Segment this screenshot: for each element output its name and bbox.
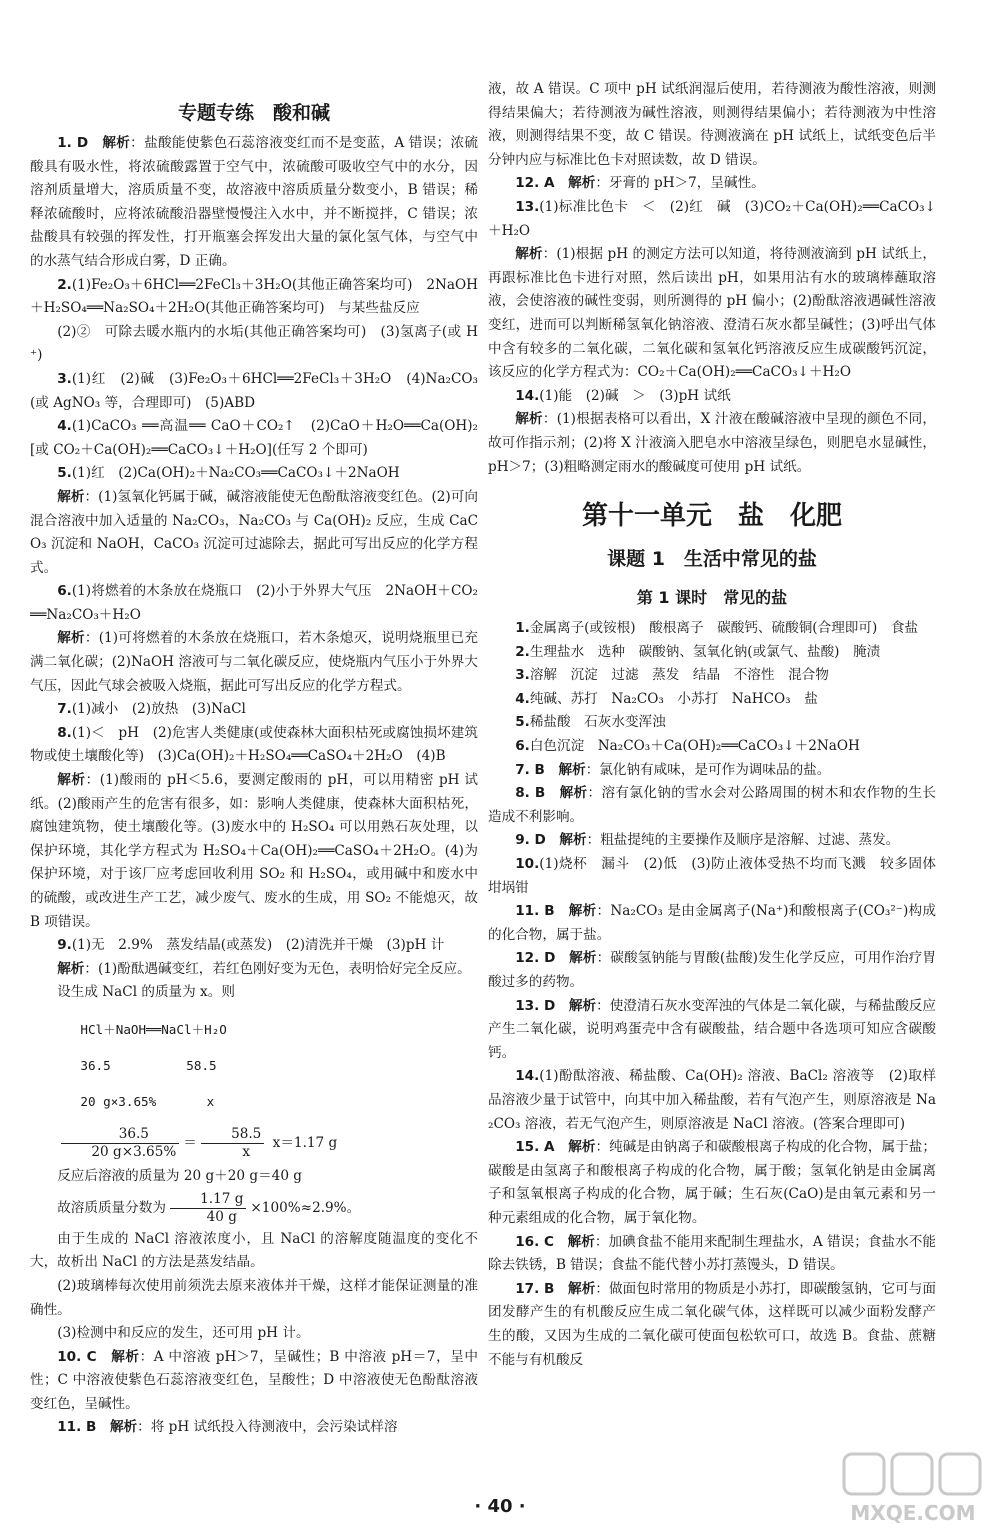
answer-paragraph [30,462,478,486]
answer-paragraph [30,934,478,958]
answer-label: 9. [57,937,72,954]
answer-label: 15. A 解析 [515,1139,596,1156]
answer-label: 2. [515,643,530,660]
answer-paragraph [30,627,478,698]
answer-text: ：做面包时常用的物质是小苏打，即碳酸氢钠，它可与面团发酵产生的有机酸反应生成二氧化碳气体，这样既可以减少面粉发酵产生的酸，又因为生成的二氧化碳可使面包松软可口，故选 B。食盐、蔗糖不能与有机酸反 [488,1280,936,1368]
answer-label: 16. C 解析 [515,1233,595,1250]
answer-label: 17. B 解析 [515,1280,596,1297]
calc-fraction-line [30,1191,478,1226]
answer-label: 解析 [515,246,543,263]
answer-text: (1)将燃着的木条放在烧瓶口 (2)小于外界大气压 2NaOH＋CO₂══Na₂CO₃＋H₂O [30,583,478,623]
period-title: 第 1 课时 常见的盐 [636,588,788,608]
answer-text: (1)能 (2)碱 ＞ (3)pH 试纸 [539,387,731,404]
answer-text: ：氯化钠有咸味，是可作为调味品的盐。 [585,761,831,778]
answer-text: ：将 pH 试纸投入待测液中，会污染试样溶 [137,1419,398,1436]
answer-label: 11. B 解析 [57,1419,138,1436]
answer-text: (1)标准比色卡 ＜ (2)红 碱 (3)CO₂＋Ca(OH)₂══CaCO₃↓＋H₂O [488,198,936,239]
answer-label: 5. [57,465,72,482]
answer-label: 解析 [57,488,85,505]
answer-paragraph [30,698,478,722]
calc-value-row: 20 g×3.65% x [80,1093,215,1109]
answer-paragraph [30,1275,478,1322]
answer-label: 3. [515,667,530,684]
answer-label: 8. B 解析 [515,785,588,802]
answer-label: 6. [515,738,530,755]
answer-label: 1. D 解析 [57,135,131,151]
answer-text: 溶解 沉淀 过滤 蒸发 结晶 不溶性 混合物 [529,667,829,684]
right-answer-list [488,78,936,479]
answer-text: (1)酚酞溶液、稀盐酸、Ca(OH)₂ 溶液、BaCl₂ 溶液等 (2)取样品溶液少量于试管中，向其中加入稀盐酸，若有气泡产生，则原溶液是 Na₂CO₃ 溶液，若无气泡产生，则原溶液是 NaCl 溶液。(答案合理即可) [488,1068,936,1132]
answer-label: 解析 [57,960,85,977]
calc-equation: HCl＋NaOH══NaCl＋H₂O [80,1021,227,1037]
answer-paragraph [488,172,936,196]
fraction-denominator: 40 g [206,1208,237,1225]
answer-label: 解析 [515,411,543,428]
answer-text: ：(1)氢氧化钙属于碱，碱溶液能使无色酚酞溶液变红色。(2)可向混合溶液中加入适量的 Na₂CO₃，Na₂CO₃ 与 Ca(OH)₂ 反应，生成 CaCO₃ 沉淀和 NaOH，CaCO₃ 沉淀可过滤除去，据此可写出反应的化学方程式。 [30,488,479,576]
answer-text: (1)减小 (2)放热 (3)NaCl [71,701,246,718]
answer-text: ：A 中溶液 pH＞7，呈碱性；B 中溶液 pH＝7，呈中性；C 中溶液使紫色石蕊溶液变红色，呈酸性；D 中溶液使无色酚酞溶液变红色，呈碱性。 [30,1348,478,1412]
answer-text: (2)玻璃棒每次使用前须洗去原来液体并干燥，这样才能保证测量的准确性。 [30,1277,478,1318]
answer-paragraph [30,415,478,462]
answer-text: ：(1)可将燃着的木条放在烧瓶口，若木条熄灭，说明烧瓶里已充满二氧化碳；(2)NaOH 溶液可与二氧化碳反应，使烧瓶内气压小于外界大气压，因此气球会被吸入烧瓶，据此可写出反应的化学方程式。 [30,630,478,694]
answer-paragraph [488,641,936,665]
answer-paragraph [30,722,478,769]
answer-paragraph [30,1228,478,1275]
left-answer-list [30,132,478,981]
calc-mass-row: 36.5 58.5 [80,1057,217,1073]
answer-text: 稀盐酸 石灰水变浑浊 [529,714,666,731]
answer-text: (1)红 (2)Ca(OH)₂＋Na₂CO₃══CaCO₃↓＋2NaOH [71,465,400,482]
answer-paragraph [488,243,936,385]
answer-text: 液，故 A 错误。C 项中 pH 试纸润湿后使用，若待测液为酸性溶液，则测得结果偏大；若待测液为碱性溶液，则测得结果偏小；若待测液为中性溶液，则测得结果不变，故 C 错误。待测液滴在 pH 试纸上，试纸变色后半分钟内应与标准比色卡对照读数，故 D 错误。 [488,81,936,168]
answer-paragraph [488,782,936,829]
answer-label: 7. [57,701,72,718]
answer-label: 6. [57,583,72,600]
answer-paragraph [488,735,936,759]
answer-paragraph [30,580,478,627]
fraction [201,1126,264,1161]
answer-label: 7. B 解析 [515,761,586,778]
answer-label: 11. B 解析 [515,903,597,920]
answer-paragraph [488,900,936,947]
answer-label: 解析 [57,772,86,789]
answer-paragraph [30,321,478,368]
fraction-numerator: 58.5 [201,1126,264,1144]
watermark-logo [838,1448,988,1528]
answer-text: (3)检测中和反应的发生，还可用 pH 计。 [57,1325,310,1342]
fraction [170,1191,246,1226]
answer-paragraph [488,385,936,409]
answer-paragraph [488,1065,936,1136]
answer-label: 2. [57,276,72,293]
fraction-denominator: x [242,1144,251,1161]
answer-text: (1)红 (2)碱 (3)Fe₂O₃＋6HCl══2FeCl₃＋3H₂O (4)Na₂CO₃(或 AgNO₃ 等，合理即可) (5)ABD [30,370,478,411]
calc-proportion: $\frac{36.5}{20 g\times 3.65\%}$ ＝ $\frac{58.5}{x}$ x＝1.17 g [30,1126,478,1161]
answer-label: 10. C 解析 [57,1348,140,1365]
answer-paragraph [30,1322,478,1346]
answer-paragraph [30,958,478,982]
answer-text: (2)② 可除去暖水瓶内的水垢(其他正确答案均可) (3)氢离子(或 H⁺) [30,323,478,364]
answer-text: ：(1)根据表格可以看出，X 汁液在酸碱溶液中呈现的颜色不同，故可作指示剂；(2)将 X 汁液滴入肥皂水中溶液呈绿色，则肥皂水显碱性，pH＞7；(3)粗略测定雨水的酸碱度可使用 pH 试纸。 [488,411,936,475]
answer-paragraph [30,486,478,580]
answer-label: 14. [515,387,540,404]
answer-text: 由于生成的 NaCl 溶液浓度小，且 NaCl 的溶解度随温度的变化不大，故析出 NaCl 的方法是蒸发结晶。 [30,1230,478,1271]
answer-paragraph [488,711,936,735]
answer-paragraph [488,688,936,712]
answer-label: 14. [515,1068,540,1085]
answer-paragraph [488,1278,936,1372]
answer-label: 1. [515,620,530,637]
fraction-numerator: 36.5 [61,1126,179,1144]
answer-text: (1)烧杯 漏斗 (2)低 (3)防止液体受热不均而飞溅 较多固体 坩埚钳 [488,856,950,896]
answer-label: 12. D 解析 [515,950,597,967]
answer-label: 13. [515,198,540,215]
answer-text: (1)＜ pH (2)危害人类健康(或使森林大面积枯死或腐蚀损坏建筑物或使土壤酸化等) (3)Ca(OH)₂＋H₂SO₄══CaSO₄＋2H₂O (4)B [30,724,478,765]
answer-text: (1)无 2.9% 蒸发结晶(或蒸发) (2)清洗并干燥 (3)pH 计 [71,937,445,954]
lesson-answer-list [488,617,950,1372]
fraction [61,1126,179,1161]
answer-paragraph [488,1136,936,1230]
fraction-denominator: 20 g×3.65% [91,1144,177,1161]
answer-text: ：(1)根据 pH 的测定方法可以知道，将待测液滴到 pH 试纸上，再跟标准比色卡进行对照，然后读出 pH，如果用沾有水的玻璃棒蘸取溶液，会使溶液的碱性变弱，则所测得的 pH 偏小；(2)酚酞溶液遇碱性溶液变红，进而可以判断稀氢氧化钠溶液、澄清石灰水都呈碱性；(3)呼出气体中含有较多的二氧化碳，二氧化碳和氢氧化钙溶液反应生成碳酸钙沉淀，该反应的化学方程式为：CO₂＋Ca(OH)₂══CaCO₃↓＋H₂O [488,246,937,381]
answer-label: 13. D 解析 [515,997,597,1014]
answer-paragraph [488,947,936,994]
calc-solution-mass: 反应后溶液的质量为 20 g＋20 g＝40 g [57,1168,303,1185]
answer-text: 金属离子(或铵根) 酸根离子 碳酸钙、硫酸铜(合理即可) 食盐 [529,620,919,637]
answer-paragraph [488,829,936,853]
answer-text: (1)CaCO₃ ══高温══ CaO＋CO₂↑ (2)CaO＋H₂O══Ca(OH)₂[或 CO₂＋Ca(OH)₂══CaCO₃↓＋H₂O](任写 2 个即可) [30,418,478,458]
answer-paragraph [488,664,936,688]
answer-paragraph [30,1346,478,1417]
answer-text: ：加碘食盐不能用来配制生理盐水，A 错误；食盐水不能除去铁锈，B 错误；食盐不能代替小苏打蒸馒头，D 错误。 [488,1233,936,1274]
answer-text: ：盐酸能使紫色石蕊溶液变红而不是变蓝，A 错误；浓硫酸具有吸水性，将浓硫酸露置于空气中，浓硫酸可吸收空气中的水分，因溶剂质量增大，溶质质量不变，故溶液中溶质质量分数变小，B 错误；稀释浓硫酸时，应将浓硫酸沿器壁慢慢注入水中，并不断搅拌，C 错误；浓盐酸具有较强的挥发性，打开瓶塞会挥发出大量的氯化氢气体，与空气中的水蒸气结合形成白雾，D 正确。 [30,135,479,269]
answer-label: 8. [57,724,72,741]
answer-label: 4. [57,418,72,435]
page-number: · 40 · [474,1496,526,1517]
answer-label: 9. D 解析 [515,832,587,849]
answer-paragraph [488,78,936,172]
answer-label: 3. [57,370,72,387]
svg-text:MXQE.COM: MXQE.COM [850,1501,976,1525]
answer-paragraph [488,617,936,641]
answer-text: 白色沉淀 Na₂CO₃＋Ca(OH)₂══CaCO₃↓＋2NaOH [529,738,860,755]
answer-text: ：粗盐提纯的主要操作及顺序是溶解、过滤、蒸发。 [586,832,900,849]
answer-label: 12. A 解析 [515,175,596,192]
answer-paragraph [30,132,478,274]
fraction-numerator: 1.17 g [170,1191,246,1209]
calculation-block [30,981,478,1225]
calc-fraction-prefix: 故溶质质量分数为 [57,1199,166,1216]
calc-setup: 设生成 NaCl 的质量为 x。则 [57,984,235,1001]
answer-paragraph [488,759,936,783]
answer-text: 生理盐水 选种 碳酸钠、氢氧化钠(或氯气、盐酸) 腌渍 [529,643,881,660]
calc-fraction-suffix: ×100%≈2.9%。 [250,1199,361,1216]
answer-paragraph [30,1416,478,1440]
answer-paragraph [488,196,936,243]
answer-label: 解析 [57,630,85,647]
left-column [30,96,478,1440]
answer-text: ：牙膏的 pH＞7，呈碱性。 [595,175,765,192]
answer-text: (1)Fe₂O₃＋6HCl══2FeCl₃＋3H₂O(其他正确答案均可) 2NaOH＋H₂SO₄══Na₂SO₄＋2H₂O(其他正确答案均可) 与某些盐反应 [30,276,478,317]
answer-text: ：使澄清石灰水变浑浊的气体是二氧化碳，与稀盐酸反应产生二氧化碳，说明鸡蛋壳中含有碳酸盐，结合题中各选项可知应含碳酸钙。 [488,997,937,1061]
answer-label: 5. [515,714,530,731]
answer-paragraph [488,408,936,479]
answer-paragraph [30,368,478,415]
answer-text: ：Na₂CO₃ 是由金属离子(Na⁺)和酸根离子(CO₃²⁻)构成的化合物，属于盐。 [488,903,936,943]
right-column [488,78,950,1372]
answer-text: ：溶有氯化钠的雪水会对公路周围的树木和农作物的生长造成不利影响。 [488,785,937,825]
answer-paragraph [488,995,936,1066]
calc-result: x＝1.17 g [272,1135,338,1152]
unit-title: 第十一单元 盐 化肥 [581,501,842,532]
answer-label: 4. [515,690,530,707]
answer-text: ：(1)酸雨的 pH＜5.6，要测定酸雨的 pH，可以用精密 pH 试纸。(2)酸雨产生的危害有很多，如：影响人类健康，使森林大面积枯死，腐蚀建筑物，使土壤酸化等。(3)废水中的 H₂SO₄ 可以用熟石灰处理，以保护环境，其化学方程式为 H₂SO₄＋Ca(OH)₂══CaSO₄＋2H₂O。(4)为保护环境，对于该厂应考虑回收利用 SO₂ 和 H₂SO₄，或用碱中和废水中的硫酸，或改进生产工艺，减少废气、废水的生成，用 SO₂ 不能熄灭，故 B 项错误。 [30,772,479,930]
lesson-title: 课题 1 生活中常见的盐 [607,548,817,571]
answer-text: ：碳酸氢钠能与胃酸(盐酸)发生化学反应，可用作治疗胃酸过多的药物。 [488,950,936,990]
answer-paragraph [30,769,478,934]
left-answer-list-tail [30,1228,478,1440]
answer-text: ：纯碱是由钠离子和碳酸根离子构成的化合物，属于盐；碳酸是由氢离子和酸根离子构成的化合物，属于酸；氢氧化钠是由金属离子和氢氧根离子构成的化合物，属于碱；生石灰(CaO)是由氧元素和另一种元素组成的化合物，属于氧化物。 [488,1139,936,1226]
answer-paragraph [30,274,478,321]
answer-text: ：(1)酚酞遇碱变红，若红色刚好变为无色，表明恰好完全反应。 [84,960,471,977]
answer-label: 10. [515,856,540,873]
answer-paragraph [488,1231,936,1278]
answer-text: 纯碱、苏打 Na₂CO₃ 小苏打 NaHCO₃ 盐 [529,690,818,707]
topic-title: 专题专练 酸和碱 [177,102,330,124]
answer-paragraph [488,853,950,900]
